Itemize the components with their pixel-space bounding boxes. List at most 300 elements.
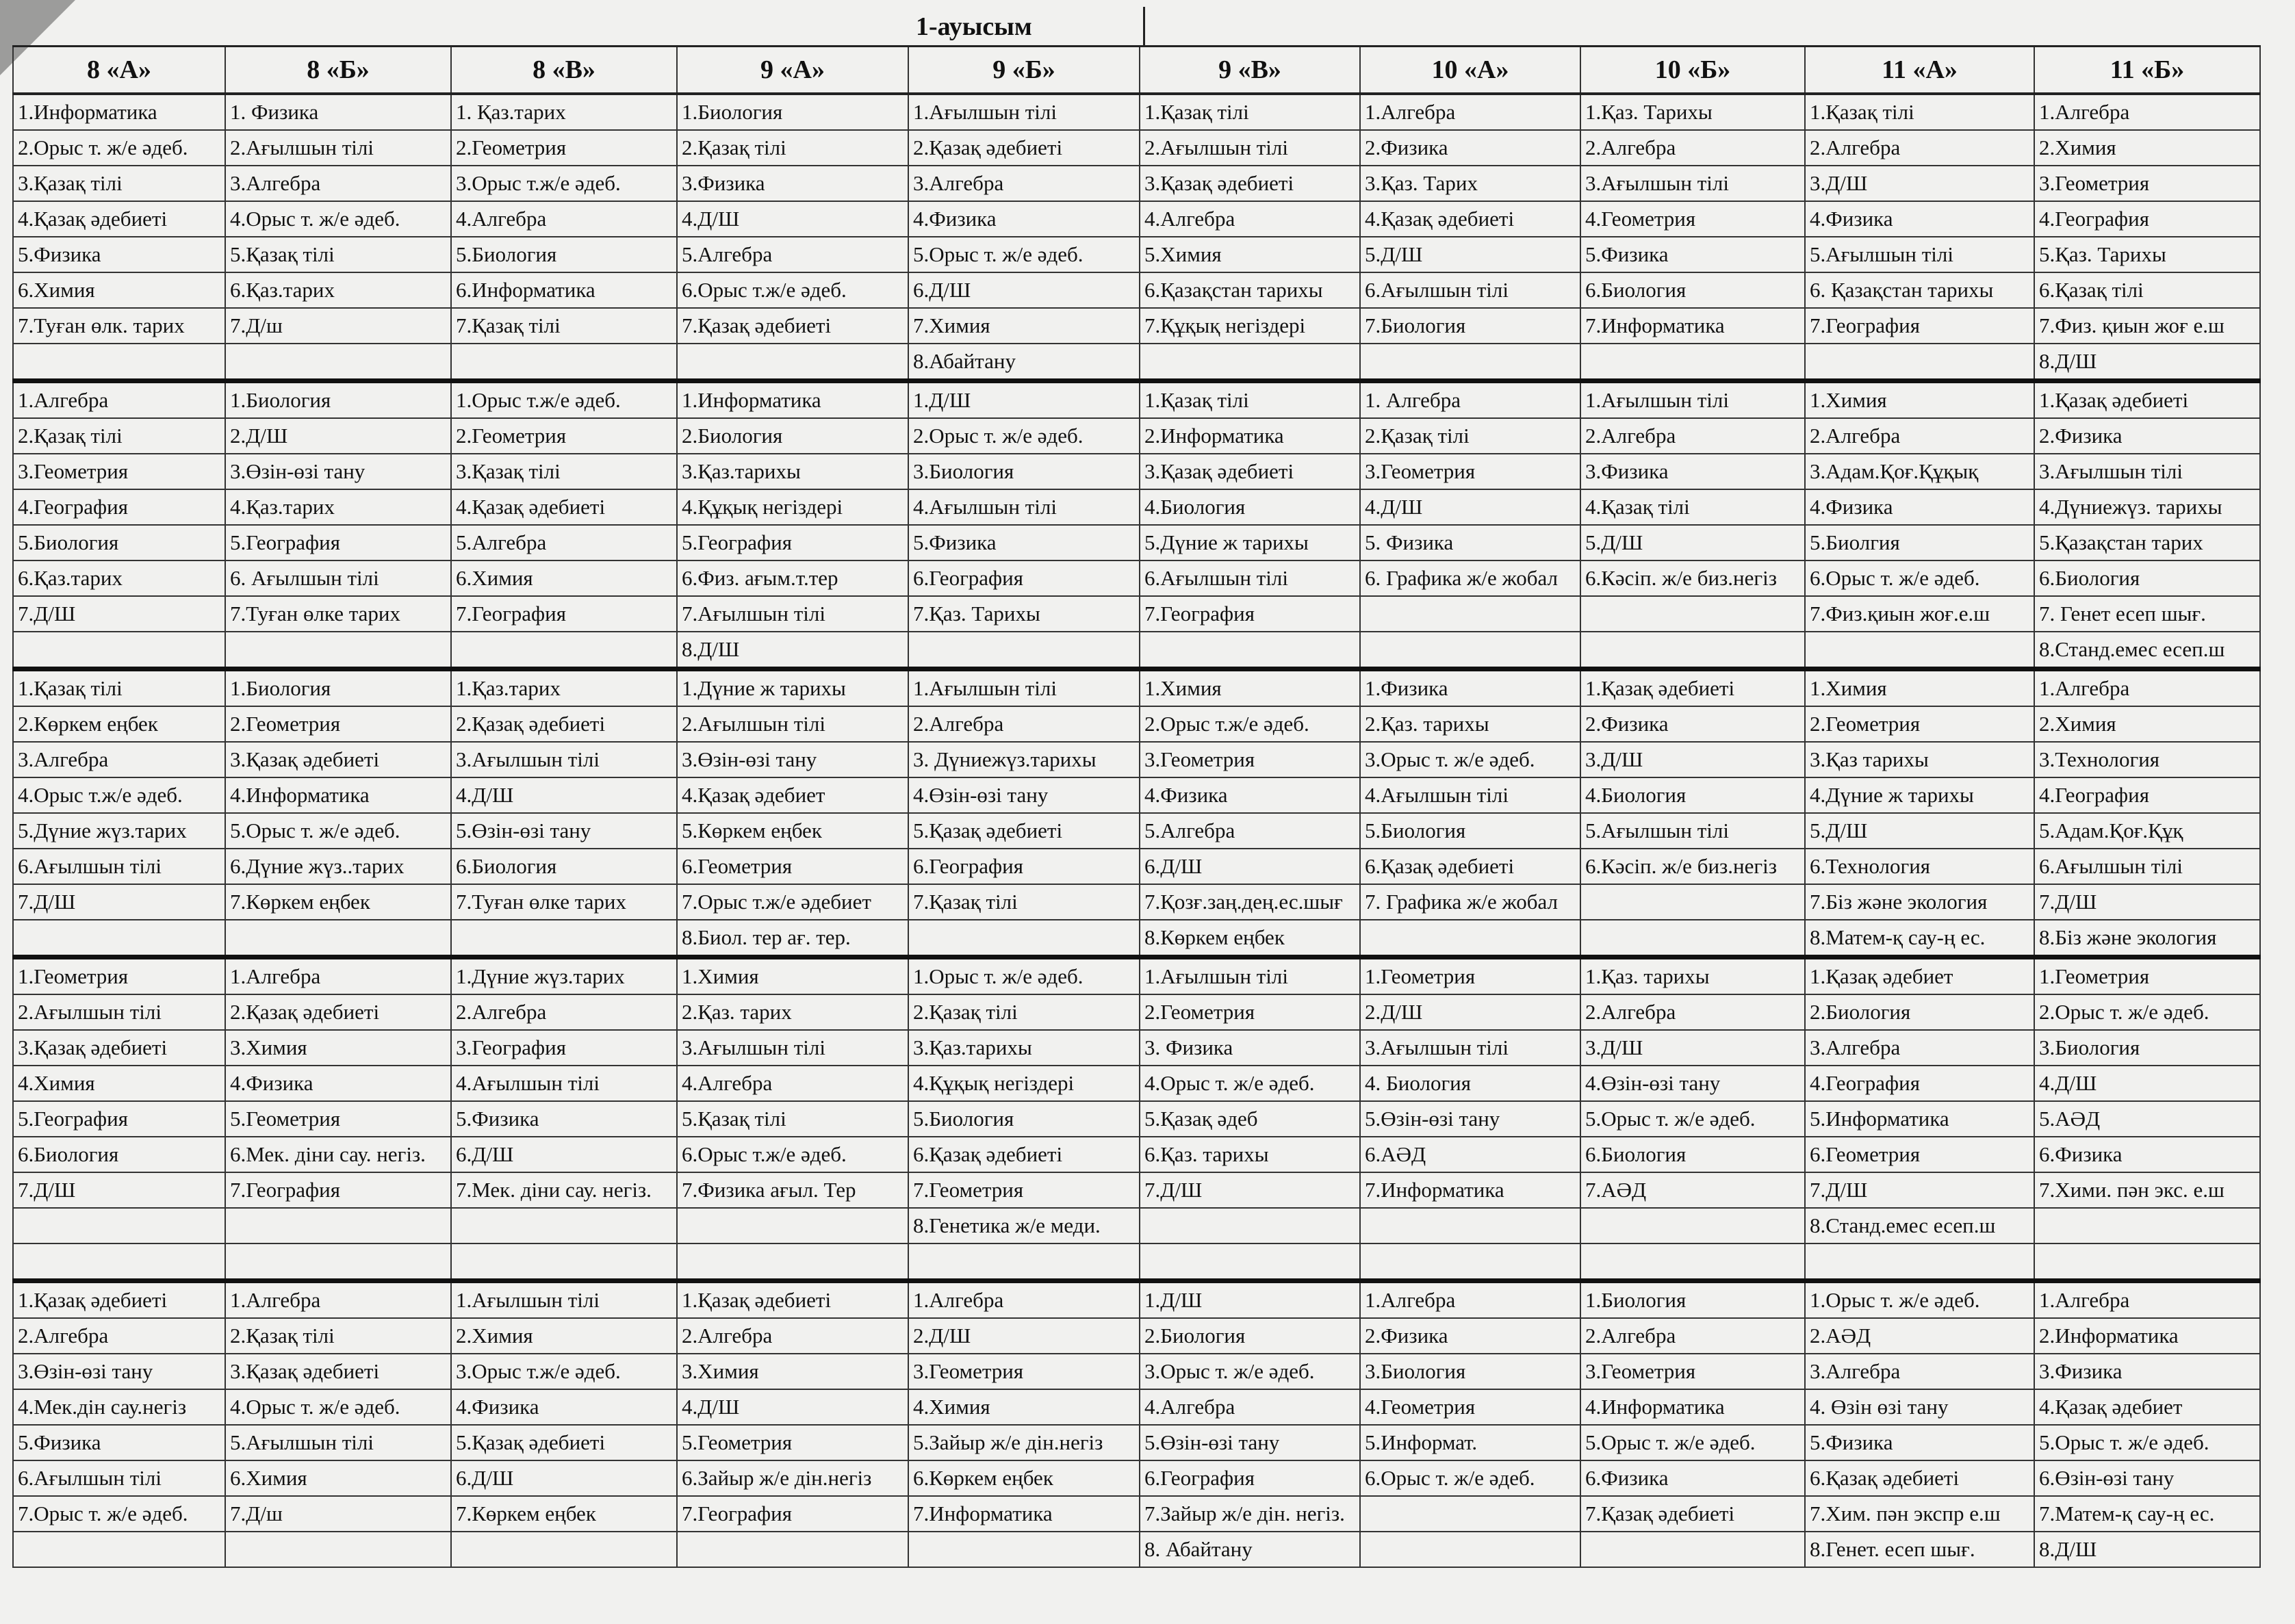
lesson-row: [13, 560, 2260, 596]
timetable: [12, 45, 2261, 1568]
lesson-cell: [1140, 344, 1360, 381]
lesson-cell: [1580, 920, 1805, 957]
lesson-cell: 5.Физика: [451, 1101, 677, 1137]
lesson-cell: 6.Орыс т.ж/е әдеб.: [677, 1137, 908, 1172]
lesson-cell: 6.Орыс т. ж/е әдеб.: [1805, 560, 2034, 596]
lesson-cell: 2.Геометрия: [451, 130, 677, 166]
lesson-cell: 4.Алгебра: [1140, 201, 1360, 237]
lesson-cell: 4.Физика: [1805, 489, 2034, 525]
lesson-cell: 5.Қазақстан тарих: [2034, 525, 2260, 560]
lesson-cell: 1.Химия: [1805, 381, 2034, 419]
lesson-cell: 6.Дүние жүз..тарих: [225, 849, 451, 884]
lesson-cell: [13, 1532, 225, 1567]
class-header: 10 «А»: [1360, 47, 1580, 94]
lesson-cell: 1.Қазақ әдебиеті: [2034, 381, 2260, 419]
lesson-row: [13, 920, 2260, 957]
lesson-cell: 8.Абайтану: [908, 344, 1140, 381]
lesson-cell: 7.Қазақ әдебиеті: [677, 308, 908, 344]
lesson-cell: 2.Физика: [2034, 418, 2260, 454]
lesson-cell: [908, 1243, 1140, 1281]
lesson-cell: 5.Физика: [1805, 1425, 2034, 1460]
lesson-cell: 1.Геометрия: [2034, 957, 2260, 995]
lesson-cell: 1.Химия: [1805, 669, 2034, 707]
lesson-cell: 7.Орыс т. ж/е әдеб.: [13, 1496, 225, 1532]
lesson-cell: [1805, 344, 2034, 381]
lesson-cell: 5.География: [13, 1101, 225, 1137]
lesson-cell: 8.Биол. тер ағ. тер.: [677, 920, 908, 957]
lesson-cell: 6.Химия: [13, 272, 225, 308]
lesson-cell: 3.Алгебра: [1805, 1354, 2034, 1389]
lesson-cell: 2.Биология: [1805, 994, 2034, 1030]
lesson-cell: 6.Кәсіп. ж/е биз.негіз: [1580, 849, 1805, 884]
lesson-cell: 4.Қаз.тарих: [225, 489, 451, 525]
lesson-cell: 1.Қазақ әдебиеті: [1580, 669, 1805, 707]
lesson-row: [13, 130, 2260, 166]
lesson-cell: 2.Геометрия: [1140, 994, 1360, 1030]
lesson-cell: [1580, 1208, 1805, 1243]
lesson-cell: [2034, 1243, 2260, 1281]
lesson-cell: 8.Генет. есеп шығ.: [1805, 1532, 2034, 1567]
lesson-cell: 3.Биология: [2034, 1030, 2260, 1066]
lesson-cell: 7.География: [225, 1172, 451, 1208]
lesson-cell: 7.География: [451, 596, 677, 632]
lesson-cell: 5.Қаз. Тарихы: [2034, 237, 2260, 272]
lesson-cell: 7.География: [677, 1496, 908, 1532]
lesson-cell: 4.Физика: [1805, 201, 2034, 237]
lesson-cell: 7.Д/Ш: [13, 596, 225, 632]
lesson-cell: 2.Ағылшын тілі: [225, 130, 451, 166]
lesson-cell: 6.Д/Ш: [451, 1460, 677, 1496]
lesson-row: [13, 957, 2260, 995]
lesson-cell: 8.Станд.емес есеп.ш: [1805, 1208, 2034, 1243]
lesson-cell: 6.Ағылшын тілі: [1360, 272, 1580, 308]
lesson-cell: 7.География: [1805, 308, 2034, 344]
lesson-cell: 4.Қазақ әдебиеті: [13, 201, 225, 237]
lesson-cell: 4.Алгебра: [677, 1066, 908, 1101]
lesson-cell: 7.Қаз. Тарихы: [908, 596, 1140, 632]
lesson-cell: 5.Информат.: [1360, 1425, 1580, 1460]
lesson-cell: 1.Алгебра: [2034, 94, 2260, 130]
lesson-cell: 2.Физика: [1360, 1318, 1580, 1354]
class-header: 9 «А»: [677, 47, 908, 94]
lesson-cell: 5.Қазақ тілі: [225, 237, 451, 272]
lesson-cell: 2.Д/Ш: [1360, 994, 1580, 1030]
lesson-cell: 6.Биология: [1580, 1137, 1805, 1172]
lesson-cell: [451, 1208, 677, 1243]
lesson-cell: 4.Қазақ әдебиеті: [1360, 201, 1580, 237]
lesson-cell: [1360, 1208, 1580, 1243]
lesson-cell: 3.Геометрия: [2034, 166, 2260, 201]
lesson-cell: 2.Информатика: [1140, 418, 1360, 454]
lesson-cell: 2.Алгебра: [1580, 1318, 1805, 1354]
lesson-cell: 3. Физика: [1140, 1030, 1360, 1066]
lesson-cell: 1.Орыс т. ж/е әдеб.: [1805, 1281, 2034, 1319]
lesson-cell: 8.Д/Ш: [2034, 344, 2260, 381]
lesson-cell: [13, 920, 225, 957]
lesson-row: [13, 742, 2260, 777]
lesson-row: [13, 1030, 2260, 1066]
lesson-cell: 4.Д/Ш: [1360, 489, 1580, 525]
lesson-cell: 2.Көркем еңбек: [13, 706, 225, 742]
lesson-cell: 6.Ағылшын тілі: [1140, 560, 1360, 596]
lesson-cell: 4.Қазақ әдебиет: [2034, 1389, 2260, 1425]
lesson-cell: 1.Биология: [225, 381, 451, 419]
lesson-cell: 6.Зайыр ж/е дін.негіз: [677, 1460, 908, 1496]
lesson-cell: 4.Құқық негіздері: [677, 489, 908, 525]
lesson-cell: 3.Химия: [677, 1354, 908, 1389]
lesson-cell: 7.Физ.қиын жоғ.е.ш: [1805, 596, 2034, 632]
lesson-cell: 5.Биолгия: [1805, 525, 2034, 560]
lesson-cell: 4.Дүние ж тарихы: [1805, 777, 2034, 813]
lesson-cell: 1.Қаз. тарихы: [1580, 957, 1805, 995]
lesson-cell: 5.АӘД: [2034, 1101, 2260, 1137]
lesson-cell: 5.Биология: [908, 1101, 1140, 1137]
lesson-cell: 6.Биология: [1580, 272, 1805, 308]
lesson-cell: 5.Физика: [13, 1425, 225, 1460]
lesson-cell: 4.Д/Ш: [677, 1389, 908, 1425]
class-header: 9 «В»: [1140, 47, 1360, 94]
lesson-cell: 5.Ағылшын тілі: [1805, 237, 2034, 272]
lesson-cell: [13, 1208, 225, 1243]
lesson-cell: 3.Д/Ш: [1580, 742, 1805, 777]
lesson-cell: 5.Ағылшын тілі: [1580, 813, 1805, 849]
lesson-cell: [13, 1243, 225, 1281]
lesson-cell: 1.Химия: [1140, 669, 1360, 707]
lesson-row: [13, 454, 2260, 489]
lesson-cell: 1.Қазақ тілі: [1805, 94, 2034, 130]
lesson-cell: 4.География: [2034, 777, 2260, 813]
lesson-cell: 3.Өзін-өзі тану: [225, 454, 451, 489]
class-header: 9 «Б»: [908, 47, 1140, 94]
lesson-cell: 4.Қазақ әдебиеті: [451, 489, 677, 525]
lesson-cell: 5.Биология: [1360, 813, 1580, 849]
lesson-cell: 2.Физика: [1580, 706, 1805, 742]
lesson-cell: 1.Биология: [677, 94, 908, 130]
lesson-cell: 2.Алгебра: [1580, 994, 1805, 1030]
lesson-cell: 3.Қаз.тарихы: [677, 454, 908, 489]
lesson-cell: 4.Физика: [1140, 777, 1360, 813]
lesson-cell: 4.Биология: [1580, 777, 1805, 813]
lesson-cell: 1. Алгебра: [1360, 381, 1580, 419]
lesson-cell: 7.Қазақ тілі: [908, 884, 1140, 920]
lesson-cell: [1580, 884, 1805, 920]
lesson-cell: 6.Физика: [1580, 1460, 1805, 1496]
lesson-cell: 1.Физика: [1360, 669, 1580, 707]
lesson-cell: 6.Орыс т. ж/е әдеб.: [1360, 1460, 1580, 1496]
lesson-cell: 7.Біз және экология: [1805, 884, 2034, 920]
lesson-cell: [2034, 1208, 2260, 1243]
lesson-cell: 2.Қазақ тілі: [677, 130, 908, 166]
lesson-cell: 5.Физика: [13, 237, 225, 272]
lesson-cell: 3.Орыс т. ж/е әдеб.: [1140, 1354, 1360, 1389]
lesson-cell: 4.Алгебра: [1140, 1389, 1360, 1425]
lesson-cell: 6.Орыс т.ж/е әдеб.: [677, 272, 908, 308]
lesson-cell: 5.Дүние ж тарихы: [1140, 525, 1360, 560]
lesson-cell: 3.Қазақ әдебиеті: [13, 1030, 225, 1066]
lesson-row: [13, 94, 2260, 130]
lesson-cell: 8.Генетика ж/е меди.: [908, 1208, 1140, 1243]
lesson-cell: 2.Қаз. тарих: [677, 994, 908, 1030]
lesson-cell: 7.Д/ш: [225, 308, 451, 344]
lesson-cell: 1.Алгебра: [225, 1281, 451, 1319]
lesson-cell: 2.Қазақ әдебиеті: [225, 994, 451, 1030]
lesson-cell: 1.Ағылшын тілі: [908, 669, 1140, 707]
lesson-cell: 7.Көркем еңбек: [225, 884, 451, 920]
lesson-cell: 3.Ағылшын тілі: [1580, 166, 1805, 201]
lesson-cell: 4.Ағылшын тілі: [451, 1066, 677, 1101]
lesson-cell: 2.Алгебра: [1805, 130, 2034, 166]
lesson-cell: 1.Алгебра: [2034, 669, 2260, 707]
lesson-cell: 3.Алгебра: [1805, 1030, 2034, 1066]
lesson-row: [13, 813, 2260, 849]
lesson-cell: 2.Ағылшын тілі: [677, 706, 908, 742]
lesson-cell: 3.Д/Ш: [1580, 1030, 1805, 1066]
lesson-cell: 4.Орыс т.ж/е әдеб.: [13, 777, 225, 813]
lesson-row: [13, 201, 2260, 237]
lesson-cell: 5.Қазақ әдеб: [1140, 1101, 1360, 1137]
lesson-cell: 6.Геометрия: [677, 849, 908, 884]
lesson-cell: 1.Информатика: [677, 381, 908, 419]
lesson-cell: 6.Қазақстан тарихы: [1140, 272, 1360, 308]
lesson-row: [13, 272, 2260, 308]
lesson-cell: 4.Орыс т. ж/е әдеб.: [225, 201, 451, 237]
lesson-cell: 5.Қазақ әдебиеті: [451, 1425, 677, 1460]
lesson-cell: 7.Қазақ тілі: [451, 308, 677, 344]
lesson-cell: [1580, 1243, 1805, 1281]
lesson-cell: 5.География: [225, 525, 451, 560]
lesson-cell: 1.Қаз.тарих: [451, 669, 677, 707]
lesson-cell: 6.Қаз.тарих: [13, 560, 225, 596]
lesson-cell: 4.Физика: [225, 1066, 451, 1101]
lesson-cell: [1360, 1496, 1580, 1532]
lesson-row: [13, 596, 2260, 632]
lesson-cell: 6.Геометрия: [1805, 1137, 2034, 1172]
lesson-row: [13, 344, 2260, 381]
lesson-cell: 4.Орыс т. ж/е әдеб.: [225, 1389, 451, 1425]
lesson-row: [13, 849, 2260, 884]
lesson-cell: 7.Хими. пән экс. е.ш: [2034, 1172, 2260, 1208]
lesson-cell: 5.Ағылшын тілі: [225, 1425, 451, 1460]
lesson-cell: 4.География: [1805, 1066, 2034, 1101]
lesson-cell: 1. Физика: [225, 94, 451, 130]
lesson-cell: 7.Химия: [908, 308, 1140, 344]
lesson-cell: 4.Геометрия: [1360, 1389, 1580, 1425]
lesson-cell: 2.Информатика: [2034, 1318, 2260, 1354]
lesson-cell: 4.Информатика: [225, 777, 451, 813]
lesson-cell: 3.География: [451, 1030, 677, 1066]
lesson-cell: [908, 632, 1140, 669]
lesson-cell: 3.Қазақ әдебиеті: [1140, 454, 1360, 489]
lesson-cell: 6.Физ. ағым.т.тер: [677, 560, 908, 596]
lesson-cell: 4.Дүниежүз. тарихы: [2034, 489, 2260, 525]
lesson-cell: 8.Д/Ш: [677, 632, 908, 669]
lesson-cell: 5.Физика: [1580, 237, 1805, 272]
lesson-cell: 7.Құқық негіздері: [1140, 308, 1360, 344]
lesson-cell: 4.Алгебра: [451, 201, 677, 237]
lesson-cell: 5.Көркем еңбек: [677, 813, 908, 849]
lesson-cell: 7.Д/Ш: [13, 884, 225, 920]
lesson-cell: 3.Алгебра: [13, 742, 225, 777]
lesson-cell: 2.Қаз. тарихы: [1360, 706, 1580, 742]
lesson-cell: 1.Информатика: [13, 94, 225, 130]
lesson-cell: 1.Қазақ тілі: [13, 669, 225, 707]
lesson-cell: 1. Қаз.тарих: [451, 94, 677, 130]
lesson-cell: [1360, 344, 1580, 381]
lesson-cell: 4.Биология: [1140, 489, 1360, 525]
lesson-cell: [1360, 1243, 1580, 1281]
lesson-cell: 4.Физика: [451, 1389, 677, 1425]
lesson-cell: 2.Химия: [451, 1318, 677, 1354]
lesson-row: [13, 1281, 2260, 1319]
lesson-cell: 5.Зайыр ж/е дін.негіз: [908, 1425, 1140, 1460]
lesson-cell: 1.Қазақ әдебиеті: [13, 1281, 225, 1319]
lesson-cell: 1.Ағылшын тілі: [1580, 381, 1805, 419]
lesson-cell: [225, 632, 451, 669]
lesson-cell: [451, 1243, 677, 1281]
lesson-row: [13, 1354, 2260, 1389]
lesson-cell: 3.Геометрия: [908, 1354, 1140, 1389]
lesson-cell: 3.Геометрия: [13, 454, 225, 489]
lesson-cell: 3.Физика: [2034, 1354, 2260, 1389]
lesson-cell: 2.Қазақ тілі: [13, 418, 225, 454]
lesson-cell: 2.Биология: [677, 418, 908, 454]
lesson-cell: [225, 1243, 451, 1281]
lesson-cell: 5.Д/Ш: [1360, 237, 1580, 272]
lesson-cell: [677, 1243, 908, 1281]
lesson-cell: 2.Қазақ тілі: [1360, 418, 1580, 454]
lesson-row: [13, 489, 2260, 525]
lesson-cell: 5.Дүние жүз.тарих: [13, 813, 225, 849]
lesson-cell: 4.Қазақ тілі: [1580, 489, 1805, 525]
lesson-cell: 2.Алгебра: [1580, 130, 1805, 166]
lesson-cell: 4.Д/Ш: [2034, 1066, 2260, 1101]
lesson-cell: 4.Д/Ш: [677, 201, 908, 237]
lesson-cell: 7.Д/Ш: [1140, 1172, 1360, 1208]
lesson-cell: [1140, 632, 1360, 669]
lesson-cell: 8.Көркем еңбек: [1140, 920, 1360, 957]
lesson-cell: 7.География: [1140, 596, 1360, 632]
lesson-cell: [677, 1532, 908, 1567]
lesson-cell: 4. Биология: [1360, 1066, 1580, 1101]
lesson-row: [13, 1496, 2260, 1532]
lesson-cell: 4.Геометрия: [1580, 201, 1805, 237]
lesson-cell: 7.Биология: [1360, 308, 1580, 344]
lesson-cell: 7.Ағылшын тілі: [677, 596, 908, 632]
lesson-cell: 2.Қазақ тілі: [908, 994, 1140, 1030]
lesson-cell: 2.Алгебра: [1805, 418, 2034, 454]
lesson-cell: 7.Туған өлк. тарих: [13, 308, 225, 344]
lesson-cell: 4.Өзін-өзі тану: [908, 777, 1140, 813]
lesson-cell: 3.Адам.Қоғ.Құқық: [1805, 454, 2034, 489]
lesson-cell: 1.Д/Ш: [908, 381, 1140, 419]
lesson-cell: 2.Орыс т. ж/е әдеб.: [2034, 994, 2260, 1030]
lesson-cell: 5.Физика: [908, 525, 1140, 560]
lesson-cell: 2.Геометрия: [1805, 706, 2034, 742]
lesson-row: [13, 632, 2260, 669]
lesson-cell: [677, 344, 908, 381]
lesson-cell: 4.Құқық негіздері: [908, 1066, 1140, 1101]
lesson-cell: 3.Физика: [1580, 454, 1805, 489]
lesson-cell: 4.Физика: [908, 201, 1140, 237]
lesson-cell: 7.Д/Ш: [1805, 1172, 2034, 1208]
lesson-cell: 7. Графика ж/е жобал: [1360, 884, 1580, 920]
lesson-cell: 1.Дүние ж тарихы: [677, 669, 908, 707]
lesson-cell: 1.Қаз. Тарихы: [1580, 94, 1805, 130]
lesson-row: [13, 706, 2260, 742]
lesson-cell: 6.Д/Ш: [1140, 849, 1360, 884]
lesson-cell: 6.География: [908, 560, 1140, 596]
lesson-cell: 6.Биология: [451, 849, 677, 884]
lesson-cell: 5.Орыс т. ж/е әдеб.: [1580, 1101, 1805, 1137]
lesson-cell: 3.Биология: [908, 454, 1140, 489]
lesson-cell: 3.Геометрия: [1140, 742, 1360, 777]
lesson-cell: 3.Ағылшын тілі: [2034, 454, 2260, 489]
lesson-row: [13, 777, 2260, 813]
lesson-cell: 4.Орыс т. ж/е әдеб.: [1140, 1066, 1360, 1101]
lesson-cell: 5.Информатика: [1805, 1101, 2034, 1137]
lesson-cell: [1360, 632, 1580, 669]
lesson-cell: 1.Қазақ әдебиеті: [677, 1281, 908, 1319]
lesson-cell: 4.География: [2034, 201, 2260, 237]
lesson-cell: [1580, 1532, 1805, 1567]
lesson-cell: 6.География: [908, 849, 1140, 884]
lesson-cell: 2.Қазақ әдебиеті: [908, 130, 1140, 166]
lesson-cell: 2.Орыс т. ж/е әдеб.: [13, 130, 225, 166]
lesson-cell: 3.Геометрия: [1580, 1354, 1805, 1389]
lesson-cell: [1805, 1243, 2034, 1281]
lesson-cell: 3.Өзін-өзі тану: [13, 1354, 225, 1389]
lesson-cell: 3.Физика: [677, 166, 908, 201]
lesson-cell: 6.АӘД: [1360, 1137, 1580, 1172]
lesson-cell: 7.Физика ағыл. Тер: [677, 1172, 908, 1208]
lesson-cell: 3.Қазақ әдебиеті: [225, 742, 451, 777]
lesson-cell: [451, 632, 677, 669]
lesson-cell: [1360, 596, 1580, 632]
lesson-cell: 7.Информатика: [1360, 1172, 1580, 1208]
lesson-cell: 6. Ағылшын тілі: [225, 560, 451, 596]
class-header: 8 «В»: [451, 47, 677, 94]
lesson-cell: 5.Орыс т. ж/е әдеб.: [2034, 1425, 2260, 1460]
lesson-cell: 2.Алгебра: [677, 1318, 908, 1354]
lesson-cell: 5.Адам.Қоғ.Құқ: [2034, 813, 2260, 849]
lesson-cell: 3.Геометрия: [1360, 454, 1580, 489]
lesson-cell: 7.Д/ш: [225, 1496, 451, 1532]
lesson-cell: 3.Технология: [2034, 742, 2260, 777]
lesson-cell: 7.Информатика: [908, 1496, 1140, 1532]
lesson-cell: 2.Алгебра: [1580, 418, 1805, 454]
lesson-cell: [677, 1208, 908, 1243]
lesson-row: [13, 1101, 2260, 1137]
lesson-cell: 6.Ағылшын тілі: [13, 849, 225, 884]
lesson-row: [13, 418, 2260, 454]
lesson-cell: 7.Д/Ш: [2034, 884, 2260, 920]
class-header: 11 «А»: [1805, 47, 2034, 94]
lesson-cell: 1.Ағылшын тілі: [908, 94, 1140, 130]
lesson-cell: 6. Қазақстан тарихы: [1805, 272, 2034, 308]
lesson-cell: 6.Кәсіп. ж/е биз.негіз: [1580, 560, 1805, 596]
lesson-cell: 5.Орыс т. ж/е әдеб.: [225, 813, 451, 849]
lesson-cell: 1.Алгебра: [225, 957, 451, 995]
lesson-cell: 5.Алгебра: [1140, 813, 1360, 849]
lesson-cell: 7.Матем-қ сау-ң ес.: [2034, 1496, 2260, 1532]
lesson-cell: 3.Қазақ тілі: [451, 454, 677, 489]
lesson-cell: 1.Ағылшын тілі: [1140, 957, 1360, 995]
lesson-cell: 7.Қозғ.заң.дең.ес.шығ: [1140, 884, 1360, 920]
lesson-cell: 5.Д/Ш: [1805, 813, 2034, 849]
lesson-cell: 6.Биология: [13, 1137, 225, 1172]
lesson-cell: 2.Орыс т.ж/е әдеб.: [1140, 706, 1360, 742]
lesson-row: [13, 166, 2260, 201]
